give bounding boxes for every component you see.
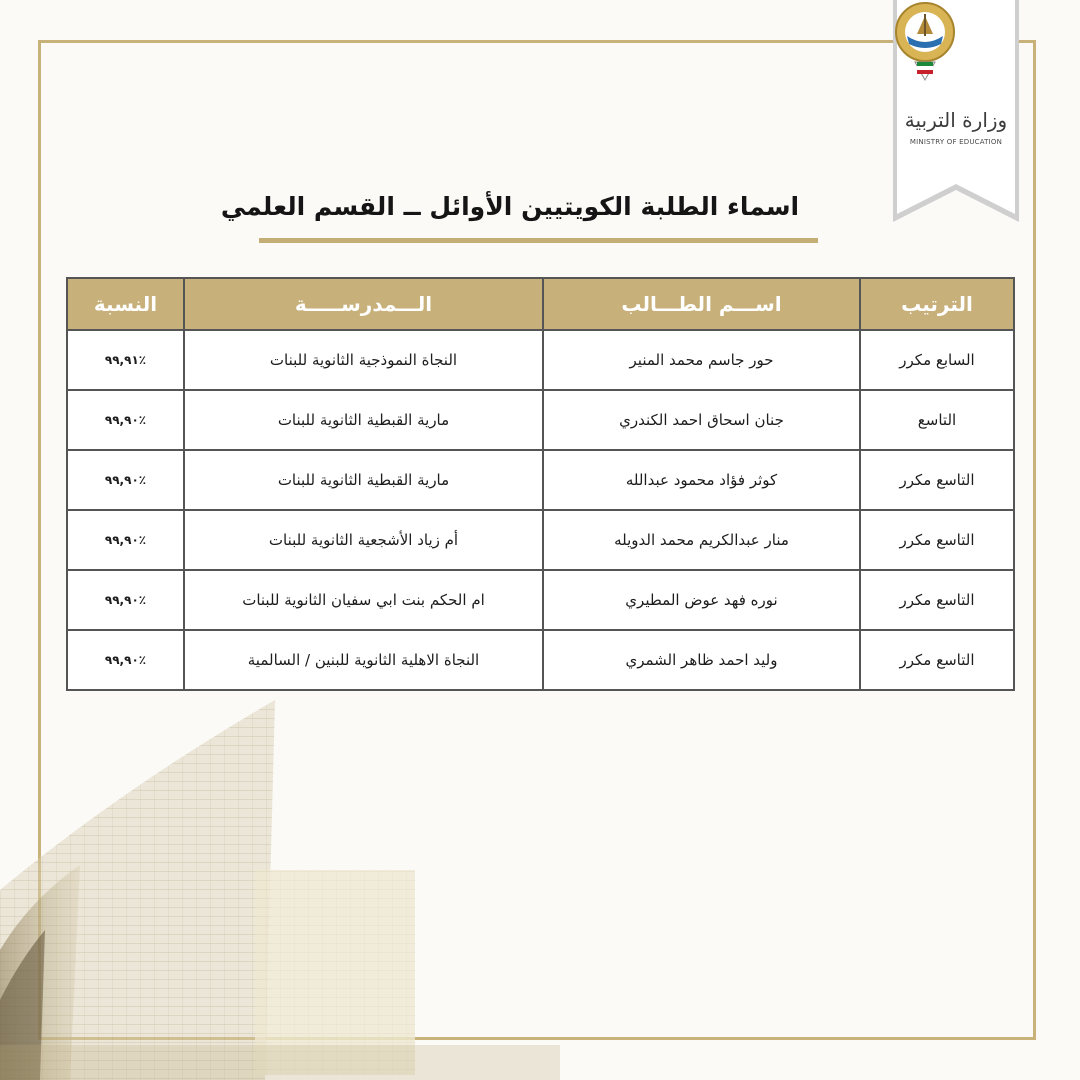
percentage-cell: ٪٩٩,٩٠ [67, 630, 184, 690]
table-row [67, 630, 1014, 690]
table-row [67, 390, 1014, 450]
ministry-name-english: MINISTRY OF EDUCATION [909, 138, 1003, 146]
table-row [67, 330, 1014, 390]
school-cell: النجاة النموذجية الثانوية للبنات [184, 330, 543, 390]
rank-cell: التاسع مكرر [860, 630, 1014, 690]
table-header-row [67, 278, 1014, 330]
student-name-cell: منار عبدالكريم محمد الدويله [543, 510, 860, 570]
header-school: الـــمدرســـــة [184, 278, 543, 330]
percentage-cell: ٪٩٩,٩٠ [67, 570, 184, 630]
table-row [67, 570, 1014, 630]
rank-cell: السابع مكرر [860, 330, 1014, 390]
results-table [66, 277, 1015, 691]
page-title: اسماء الطلبة الكويتيين الأوائل ــ القسم العلمي [220, 192, 800, 221]
header-percentage: النسبة [67, 278, 184, 330]
title-underline [259, 238, 818, 243]
student-name-cell: جنان اسحاق احمد الكندري [543, 390, 860, 450]
table-row [67, 450, 1014, 510]
rank-cell: التاسع مكرر [860, 450, 1014, 510]
header-rank: الترتيب [860, 278, 1014, 330]
school-cell: النجاة الاهلية الثانوية للبنين / السالمية [184, 630, 543, 690]
rank-cell: التاسع مكرر [860, 570, 1014, 630]
school-cell: أم زياد الأشجعية الثانوية للبنات [184, 510, 543, 570]
rank-cell: التاسع مكرر [860, 510, 1014, 570]
percentage-cell: ٪٩٩,٩٠ [67, 390, 184, 450]
percentage-cell: ٪٩٩,٩١ [67, 330, 184, 390]
ministry-name-arabic: وزارة التربية [904, 108, 1008, 132]
student-name-cell: وليد احمد ظاهر الشمري [543, 630, 860, 690]
header-student-name: اســـم الطـــالب [543, 278, 860, 330]
student-name-cell: حور جاسم محمد المنير [543, 330, 860, 390]
school-cell: ام الحكم بنت ابي سفيان الثانوية للبنات [184, 570, 543, 630]
student-name-cell: نوره فهد عوض المطيري [543, 570, 860, 630]
rank-cell: التاسع [860, 390, 1014, 450]
ministry-ribbon [893, 0, 1019, 222]
state-emblem-icon [893, 0, 957, 82]
school-cell: مارية القبطية الثانوية للبنات [184, 450, 543, 510]
school-cell: مارية القبطية الثانوية للبنات [184, 390, 543, 450]
percentage-cell: ٪٩٩,٩٠ [67, 510, 184, 570]
percentage-cell: ٪٩٩,٩٠ [67, 450, 184, 510]
building-illustration [0, 700, 560, 1080]
student-name-cell: كوثر فؤاد محمود عبدالله [543, 450, 860, 510]
table-row [67, 510, 1014, 570]
